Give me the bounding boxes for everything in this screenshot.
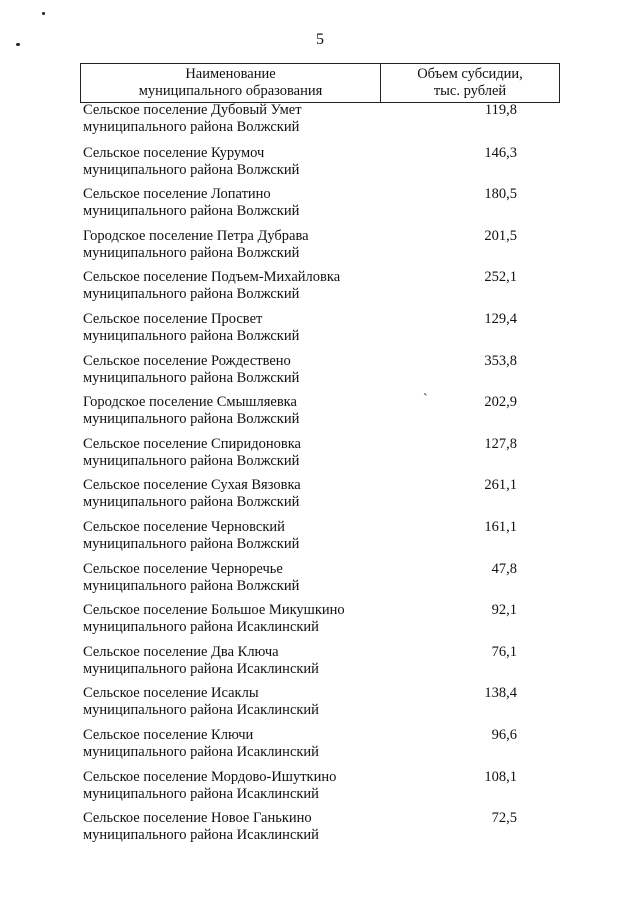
subsidy-amount: 180,5 <box>484 186 517 203</box>
municipality-name <box>80 436 383 478</box>
municipality-name-line2: муниципального района Исаклинский <box>83 619 319 636</box>
municipality-name <box>80 269 383 311</box>
municipality-name-line2: муниципального района Исаклинский <box>83 827 319 844</box>
municipality-name-line1: Сельское поселение Мордово-Ишуткино <box>83 768 337 785</box>
table-row <box>80 685 560 727</box>
municipality-name-line1: Сельское поселение Черновский <box>83 518 285 535</box>
table-row <box>80 103 560 145</box>
subsidy-amount: 138,4 <box>484 685 517 702</box>
municipality-name-line2: муниципального района Исаклинский <box>83 785 319 802</box>
municipality-name <box>80 685 383 727</box>
municipality-name-line1: Сельское поселение Ключи <box>83 726 254 743</box>
municipality-name-line1: Сельское поселение Спиридоновка <box>83 435 301 452</box>
municipality-name-line1: Сельское поселение Лопатино <box>83 186 271 203</box>
table-row <box>80 810 560 852</box>
municipality-name-line2: муниципального района Волжский <box>83 119 300 135</box>
municipality-name-line2: муниципального района Волжский <box>83 203 300 220</box>
municipality-name <box>80 769 383 811</box>
municipality-name <box>80 602 383 644</box>
subsidy-amount: 96,6 <box>491 726 517 743</box>
subsidy-amount: 72,5 <box>491 810 517 827</box>
municipality-name <box>80 186 383 228</box>
subsidy-amount: 76,1 <box>491 643 517 660</box>
municipality-name <box>80 353 383 395</box>
table-row <box>80 727 560 769</box>
subsidy-amount: 108,1 <box>484 768 517 785</box>
municipality-name-line2: муниципального района Волжский <box>83 452 300 469</box>
table-row <box>80 561 560 603</box>
subsidy-table <box>80 63 560 852</box>
table-row <box>80 311 560 353</box>
municipality-name <box>80 644 383 686</box>
subsidy-amount: 146,3 <box>484 144 517 161</box>
municipality-name-line2: муниципального района Исаклинский <box>83 743 319 760</box>
table-row <box>80 228 560 270</box>
subsidy-amount: 202,9 <box>484 394 517 411</box>
page-number: 5 <box>316 31 324 48</box>
municipality-name-line1: Городское поселение Петра Дубрава <box>83 227 309 244</box>
scan-speck <box>42 12 45 15</box>
municipality-name-line2: муниципального района Волжский <box>83 161 300 178</box>
municipality-name-line2: муниципального района Исаклинский <box>83 660 319 677</box>
municipality-name-line2: муниципального района Волжский <box>83 327 300 344</box>
municipality-name <box>80 561 383 603</box>
municipality-name-line1: Сельское поселение Подъем-Михайловка <box>83 269 341 286</box>
header-amount-line2: тыс. рублей <box>433 83 507 99</box>
municipality-name-line1: Сельское поселение Дубовый Умет <box>83 102 302 118</box>
municipality-name-line1: Сельское поселение Курумоч <box>83 144 265 161</box>
municipality-name-line2: муниципального района Волжский <box>83 369 300 386</box>
municipality-name <box>80 311 383 353</box>
table-row <box>80 145 560 187</box>
municipality-name-line2: муниципального района Волжский <box>83 286 300 303</box>
table-header <box>80 63 560 103</box>
header-amount-line1: Объем субсидии, <box>417 66 523 82</box>
municipality-name-line2: муниципального района Исаклинский <box>83 702 319 719</box>
municipality-name <box>80 477 383 519</box>
header-name-line1: Наименование <box>185 66 276 82</box>
table-row <box>80 394 560 436</box>
municipality-name-line1: Сельское поселение Рождествено <box>83 352 291 369</box>
municipality-name-line1: Сельское поселение Два Ключа <box>83 643 279 660</box>
table-row <box>80 644 560 686</box>
subsidy-amount: 127,8 <box>484 435 517 452</box>
municipality-name-line1: Сельское поселение Большое Микушкино <box>83 602 345 619</box>
municipality-name <box>80 394 383 436</box>
municipality-name-line2: муниципального района Волжский <box>83 411 300 428</box>
subsidy-amount: 92,1 <box>491 602 517 619</box>
municipality-name-line1: Сельское поселение Сухая Вязовка <box>83 477 301 494</box>
municipality-name-line2: муниципального района Волжский <box>83 494 300 511</box>
subsidy-amount: 129,4 <box>484 310 517 327</box>
scan-mark: ` <box>423 392 428 408</box>
subsidy-amount: 201,5 <box>484 227 517 244</box>
municipality-name <box>80 102 383 145</box>
municipality-name-line1: Сельское поселение Черноречье <box>83 560 283 577</box>
municipality-name <box>80 727 383 769</box>
table-row <box>80 353 560 395</box>
municipality-name-line1: Сельское поселение Исаклы <box>83 685 259 702</box>
municipality-name <box>80 519 383 561</box>
subsidy-amount: 47,8 <box>491 560 517 577</box>
subsidy-amount: 252,1 <box>484 269 517 286</box>
municipality-name-line2: муниципального района Волжский <box>83 577 300 594</box>
table-row <box>80 436 560 478</box>
municipality-name-line1: Сельское поселение Просвет <box>83 310 263 327</box>
table-row <box>80 186 560 228</box>
table-row <box>80 477 560 519</box>
municipality-name-line1: Городское поселение Смышляевка <box>83 394 297 411</box>
header-name-line2: муниципального образования <box>138 83 323 99</box>
table-row <box>80 602 560 644</box>
header-name-cell <box>81 64 381 102</box>
municipality-name <box>80 228 383 270</box>
municipality-name-line1: Сельское поселение Новое Ганькино <box>83 810 312 827</box>
subsidy-amount: 161,1 <box>484 518 517 535</box>
table-row <box>80 519 560 561</box>
table-row <box>80 769 560 811</box>
municipality-name <box>80 145 383 187</box>
municipality-name <box>80 810 383 852</box>
municipality-name-line2: муниципального района Волжский <box>83 244 300 261</box>
subsidy-amount: 261,1 <box>484 477 517 494</box>
subsidy-amount: 119,8 <box>484 102 517 118</box>
table-body <box>80 103 560 852</box>
municipality-name-line2: муниципального района Волжский <box>83 535 300 552</box>
table-row <box>80 269 560 311</box>
header-amount-cell <box>381 64 559 102</box>
subsidy-amount: 353,8 <box>484 352 517 369</box>
